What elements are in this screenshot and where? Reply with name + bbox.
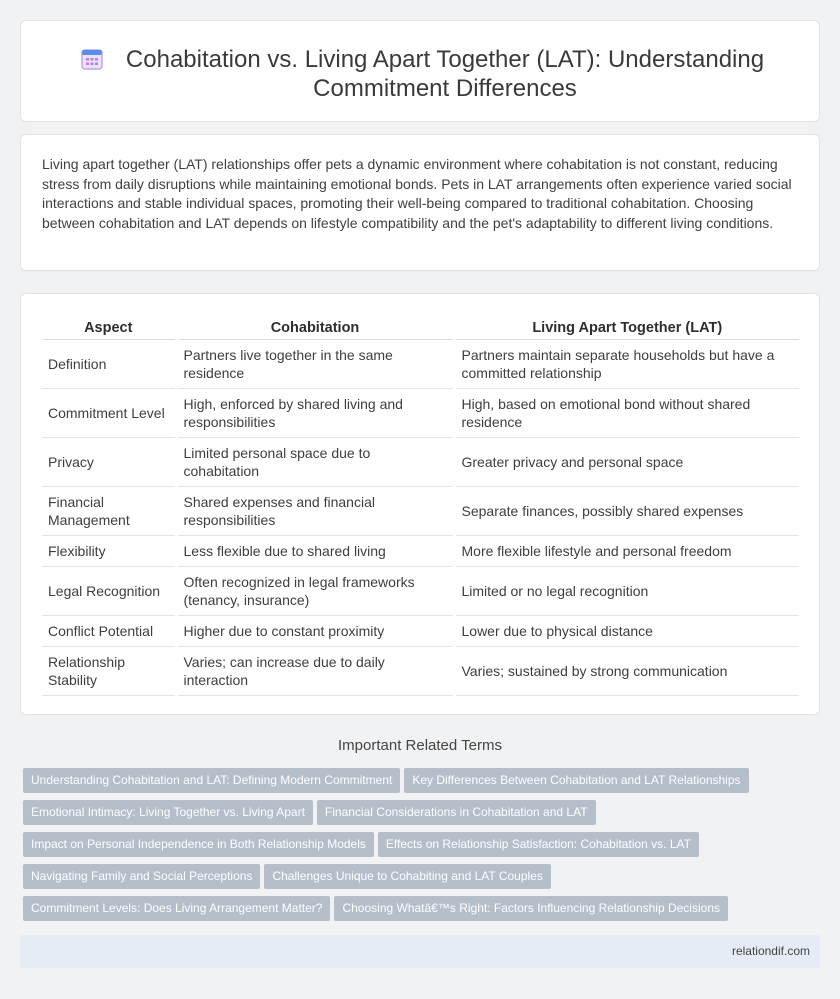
table-row — [42, 437, 799, 486]
footer — [20, 935, 820, 968]
table-row — [42, 615, 799, 646]
related-terms-heading: Important Related Terms — [338, 737, 502, 754]
related-term-link[interactable]: Emotional Intimacy: Living Together vs. Living Apart — [23, 800, 313, 825]
row-aspect: Definition — [42, 339, 176, 388]
row-cohabitation: Often recognized in legal frameworks (tenancy, insurance) — [176, 566, 454, 615]
footer-site-name: relationdif.com — [731, 944, 810, 958]
row-lat: Limited or no legal recognition — [454, 566, 799, 615]
comparison-card — [20, 293, 820, 715]
row-aspect: Flexibility — [42, 535, 176, 566]
related-term-link[interactable]: Navigating Family and Social Perceptions — [23, 864, 260, 889]
table-row — [42, 388, 799, 437]
related-term-link[interactable]: Understanding Cohabitation and LAT: Defining Modern Commitment — [23, 768, 400, 793]
row-lat: High, based on emotional bond without shared residence — [454, 388, 799, 437]
row-cohabitation: Shared expenses and financial responsibilities — [176, 486, 454, 535]
row-lat: Partners maintain separate households but have a committed relationship — [454, 339, 799, 388]
title-card — [20, 20, 820, 122]
related-term-link[interactable]: Challenges Unique to Cohabiting and LAT Couples — [264, 864, 550, 889]
row-lat: Separate finances, possibly shared expenses — [454, 486, 799, 535]
table-row — [42, 646, 799, 695]
comparison-table — [42, 317, 799, 696]
row-lat: Varies; sustained by strong communication — [454, 646, 799, 695]
row-lat: Lower due to physical distance — [454, 615, 799, 646]
row-lat: Greater privacy and personal space — [454, 437, 799, 486]
row-aspect: Privacy — [42, 437, 176, 486]
row-cohabitation: Limited personal space due to cohabitation — [176, 437, 454, 486]
related-term-link[interactable]: Financial Considerations in Cohabitation and LAT — [317, 800, 596, 825]
related-term-link[interactable]: Impact on Personal Independence in Both Relationship Models — [23, 832, 374, 857]
row-aspect: Legal Recognition — [42, 566, 176, 615]
related-terms-list — [23, 768, 803, 928]
table-row — [42, 486, 799, 535]
row-cohabitation: Higher due to constant proximity — [176, 615, 454, 646]
row-aspect: Relationship Stability — [42, 646, 176, 695]
row-aspect: Financial Management — [42, 486, 176, 535]
row-cohabitation: High, enforced by shared living and responsibilities — [176, 388, 454, 437]
header-cohabitation: Cohabitation — [176, 317, 454, 339]
table-row — [42, 535, 799, 566]
intro-card — [20, 134, 820, 271]
table-row — [42, 566, 799, 615]
page-title: Cohabitation vs. Living Apart Together (LAT): Understanding Commitment Differences — [125, 46, 765, 102]
table-row — [42, 339, 799, 388]
row-cohabitation: Partners live together in the same residence — [176, 339, 454, 388]
row-cohabitation: Varies; can increase due to daily interaction — [176, 646, 454, 695]
row-aspect: Commitment Level — [42, 388, 176, 437]
row-lat: More flexible lifestyle and personal freedom — [454, 535, 799, 566]
related-term-link[interactable]: Choosing Whatâ€™s Right: Factors Influencing Relationship Decisions — [334, 896, 728, 921]
intro-paragraph: Living apart together (LAT) relationships offer pets a dynamic environment where cohabitation is not constant, reducing stress from daily disruptions while maintaining emotional bonds. Pets in LAT arrangements often experience varied social interactions and stable individual spaces, promoting their well-being compared to traditional cohabitation. Choosing between cohabitation and LAT depends on lifestyle compatibility and the pet's adaptability to different living conditions. — [42, 156, 792, 231]
table-header-row — [42, 317, 799, 339]
row-cohabitation: Less flexible due to shared living — [176, 535, 454, 566]
related-term-link[interactable]: Key Differences Between Cohabitation and LAT Relationships — [404, 768, 748, 793]
header-aspect: Aspect — [42, 317, 176, 339]
header-lat: Living Apart Together (LAT) — [454, 317, 799, 339]
related-term-link[interactable]: Commitment Levels: Does Living Arrangement Matter? — [23, 896, 330, 921]
row-aspect: Conflict Potential — [42, 615, 176, 646]
related-term-link[interactable]: Effects on Relationship Satisfaction: Cohabitation vs. LAT — [378, 832, 699, 857]
